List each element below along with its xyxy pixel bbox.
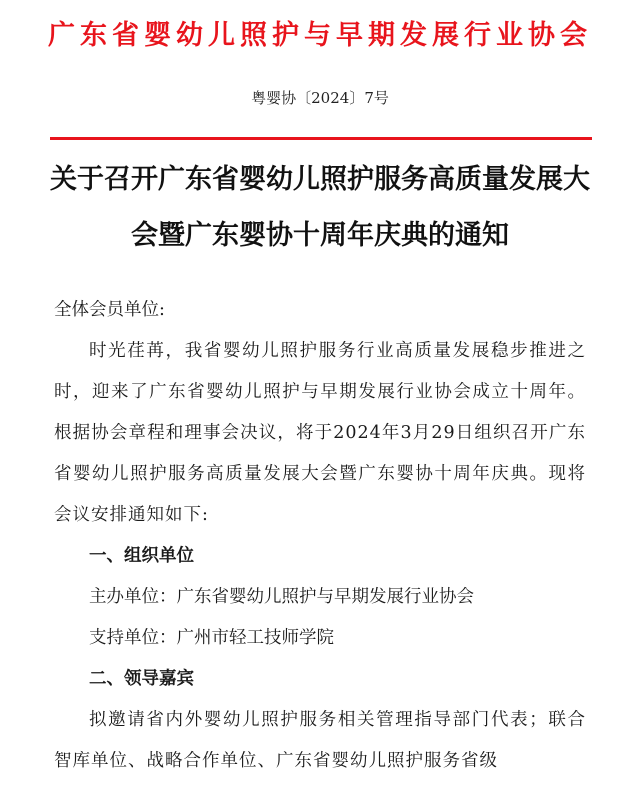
section-heading-guests: 二、领导嘉宾 [89,669,194,689]
intro-paragraph: 时光荏苒，我省婴幼儿照护服务行业高质量发展稳步推进之时，迎来了广东省婴幼儿照护与早期发展行业协会成立十周年。根据协会章程和理事会决议，将于2024年3月29日组织召开广东省婴幼儿照护服务高质量发展大会暨广东婴协十周年庆典。现将会议安排通知如下: [54,341,586,525]
guests-paragraph: 拟邀请省内外婴幼儿照护服务相关管理指导部门代表；联合智库单位、战略合作单位、广东省婴幼儿照护服务省级 [54,710,586,771]
document-number: 粤婴协〔2024〕7号 [251,89,389,107]
support-unit-line: 支持单位：广州市轻工技师学院 [89,628,334,648]
section-heading-organizers: 一、组织单位 [89,546,194,566]
document-body [54,290,586,782]
red-divider-line [50,137,592,140]
title-line-2: 会暨广东婴协十周年庆典的通知 [131,220,509,251]
document-title [40,152,600,264]
salutation: 全体会员单位: [54,300,165,320]
host-unit-line: 主办单位：广东省婴幼儿照护与早期发展行业协会 [89,587,474,607]
title-line-1: 关于召开广东省婴幼儿照护服务高质量发展大 [50,164,590,195]
organization-header: 广东省婴幼儿照护与早期发展行业协会 [48,20,592,51]
